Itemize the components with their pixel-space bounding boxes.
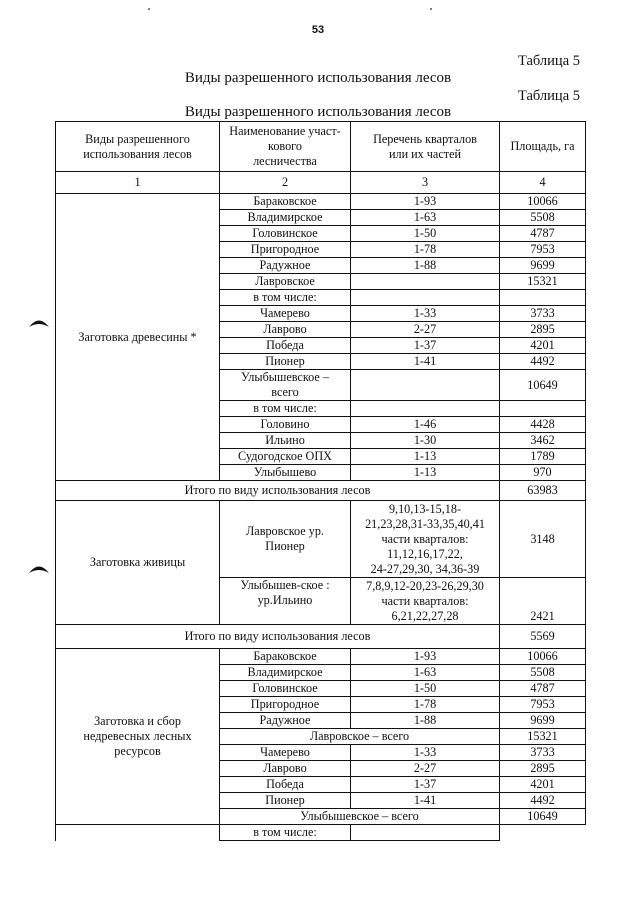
area: 9699: [500, 258, 586, 274]
forestry-name: Владимирское: [220, 210, 351, 226]
quarters: 1-30: [351, 433, 500, 449]
quarters: 1-50: [351, 226, 500, 242]
quarters: [351, 274, 500, 290]
area: 3148: [500, 501, 586, 578]
quarters: 1-50: [351, 681, 500, 697]
area: 9699: [500, 713, 586, 729]
area: 3733: [500, 745, 586, 761]
area: 4787: [500, 226, 586, 242]
quarters: 1-46: [351, 417, 500, 433]
header-use-type: Виды разрешенного использования лесов: [56, 122, 220, 172]
area: 10066: [500, 649, 586, 665]
area: 970: [500, 465, 586, 481]
area: 3733: [500, 306, 586, 322]
quarters: [351, 401, 500, 417]
forestry-name: Лаврово: [220, 322, 351, 338]
quarters: [351, 370, 500, 401]
scan-speck: [148, 8, 150, 10]
section-total-area: 63983: [500, 481, 586, 501]
forestry-name: Победа: [220, 338, 351, 354]
forestry-name: Победа: [220, 777, 351, 793]
quarters: 2-27: [351, 322, 500, 338]
forestry-name: Пионер: [220, 793, 351, 809]
area: 7953: [500, 697, 586, 713]
quarters: 1-13: [351, 465, 500, 481]
forestry-name: Головино: [220, 417, 351, 433]
table-label: Таблица 5: [517, 53, 580, 69]
area: 4201: [500, 338, 586, 354]
category-continuation: [56, 825, 220, 841]
category-wood-harvesting: Заготовка древесины *: [56, 194, 220, 481]
quarters: 1-88: [351, 258, 500, 274]
quarters: 1-63: [351, 210, 500, 226]
quarters: [351, 825, 500, 841]
forestry-name: Пригородное: [220, 697, 351, 713]
header-area: Площадь, га: [500, 122, 586, 172]
area: [500, 290, 586, 306]
area: 4428: [500, 417, 586, 433]
area: 5508: [500, 665, 586, 681]
area: 4492: [500, 793, 586, 809]
including-label: в том числе:: [220, 825, 351, 841]
header-forestry-name: Наименование участ- кового лесничества: [220, 122, 351, 172]
area: 4492: [500, 354, 586, 370]
forestry-name: Улыбышевское – всего: [220, 370, 351, 401]
table-title: Виды разрешенного использования лесов: [184, 70, 452, 86]
forestry-name: Владимирское: [220, 665, 351, 681]
forestry-name: Бараковское: [220, 649, 351, 665]
quarters: 1-93: [351, 194, 500, 210]
area: [500, 401, 586, 417]
quarters-list: 7,8,9,12-20,23-26,29,30 части кварталов: 6,21,22,27,28: [351, 578, 500, 625]
quarters: 1-63: [351, 665, 500, 681]
area: 2895: [500, 322, 586, 338]
area: 7953: [500, 242, 586, 258]
forestry-name: Радужное: [220, 258, 351, 274]
area: 4787: [500, 681, 586, 697]
forestry-name: Головинское: [220, 681, 351, 697]
quarters: 1-41: [351, 354, 500, 370]
area: 1789: [500, 449, 586, 465]
forestry-name: Головинское: [220, 226, 351, 242]
section-total-label: Итого по виду использования лесов: [56, 481, 500, 501]
quarters: 1-37: [351, 338, 500, 354]
quarters: 1-37: [351, 777, 500, 793]
including-label: в том числе:: [220, 290, 351, 306]
quarters: 1-88: [351, 713, 500, 729]
subtotal-label: Лавровское – всего: [220, 729, 500, 745]
subtotal-area: 15321: [500, 729, 586, 745]
quarters: 1-78: [351, 697, 500, 713]
forestry-name: Пионер: [220, 354, 351, 370]
area: 3462: [500, 433, 586, 449]
forestry-name: Ильино: [220, 433, 351, 449]
forestry-name: Лавровское ур. Пионер: [220, 501, 351, 578]
forestry-name: Лаврово: [220, 761, 351, 777]
quarters: 1-41: [351, 793, 500, 809]
area: 5508: [500, 210, 586, 226]
empty-cell: [500, 825, 586, 841]
subtotal-label: Улыбышевское – всего: [220, 809, 500, 825]
quarters-list: 9,10,13-15,18- 21,23,28,31-33,35,40,41 части кварталов: 11,12,16,17,22, 24-27,29,30, 34,36-39: [351, 501, 500, 578]
category-resin-harvesting: Заготовка живицы: [56, 501, 220, 625]
column-number: 3: [351, 172, 500, 194]
table-title-repeat: Виды разрешенного использования лесов: [184, 104, 452, 120]
column-number: 1: [56, 172, 220, 194]
forestry-name: Радужное: [220, 713, 351, 729]
page-number: 53: [311, 24, 325, 36]
area: 10649: [500, 370, 586, 401]
header-quarters: Перечень кварталов или их частей: [351, 122, 500, 172]
forestry-name: Бараковское: [220, 194, 351, 210]
area: 10066: [500, 194, 586, 210]
forestry-name: Лавровское: [220, 274, 351, 290]
quarters: 2-27: [351, 761, 500, 777]
punch-hole-mark: [28, 316, 50, 328]
section-total-label: Итого по виду использования лесов: [56, 625, 500, 649]
quarters: 1-13: [351, 449, 500, 465]
punch-hole-mark: [28, 562, 50, 574]
area: 2895: [500, 761, 586, 777]
including-label: в том числе:: [220, 401, 351, 417]
quarters: 1-93: [351, 649, 500, 665]
category-non-wood-resources: Заготовка и сбор недревесных лесных ресурсов: [56, 649, 220, 825]
column-number: 4: [500, 172, 586, 194]
section-total-area: 5569: [500, 625, 586, 649]
table-label-repeat: Таблица 5: [517, 88, 580, 104]
quarters: 1-33: [351, 306, 500, 322]
forestry-name: Чамерево: [220, 306, 351, 322]
forestry-name: Чамерево: [220, 745, 351, 761]
quarters: 1-78: [351, 242, 500, 258]
quarters: [351, 290, 500, 306]
area: 15321: [500, 274, 586, 290]
forestry-name: Улыбышев-ское : ур.Ильино: [220, 578, 351, 625]
subtotal-area: 10649: [500, 809, 586, 825]
area: 4201: [500, 777, 586, 793]
forest-use-table: [55, 121, 586, 841]
forestry-name: Улыбышево: [220, 465, 351, 481]
scan-speck: [430, 8, 432, 10]
quarters: 1-33: [351, 745, 500, 761]
area: 2421: [500, 578, 586, 625]
column-number: 2: [220, 172, 351, 194]
forestry-name: Пригородное: [220, 242, 351, 258]
forestry-name: Судогодское ОПХ: [220, 449, 351, 465]
